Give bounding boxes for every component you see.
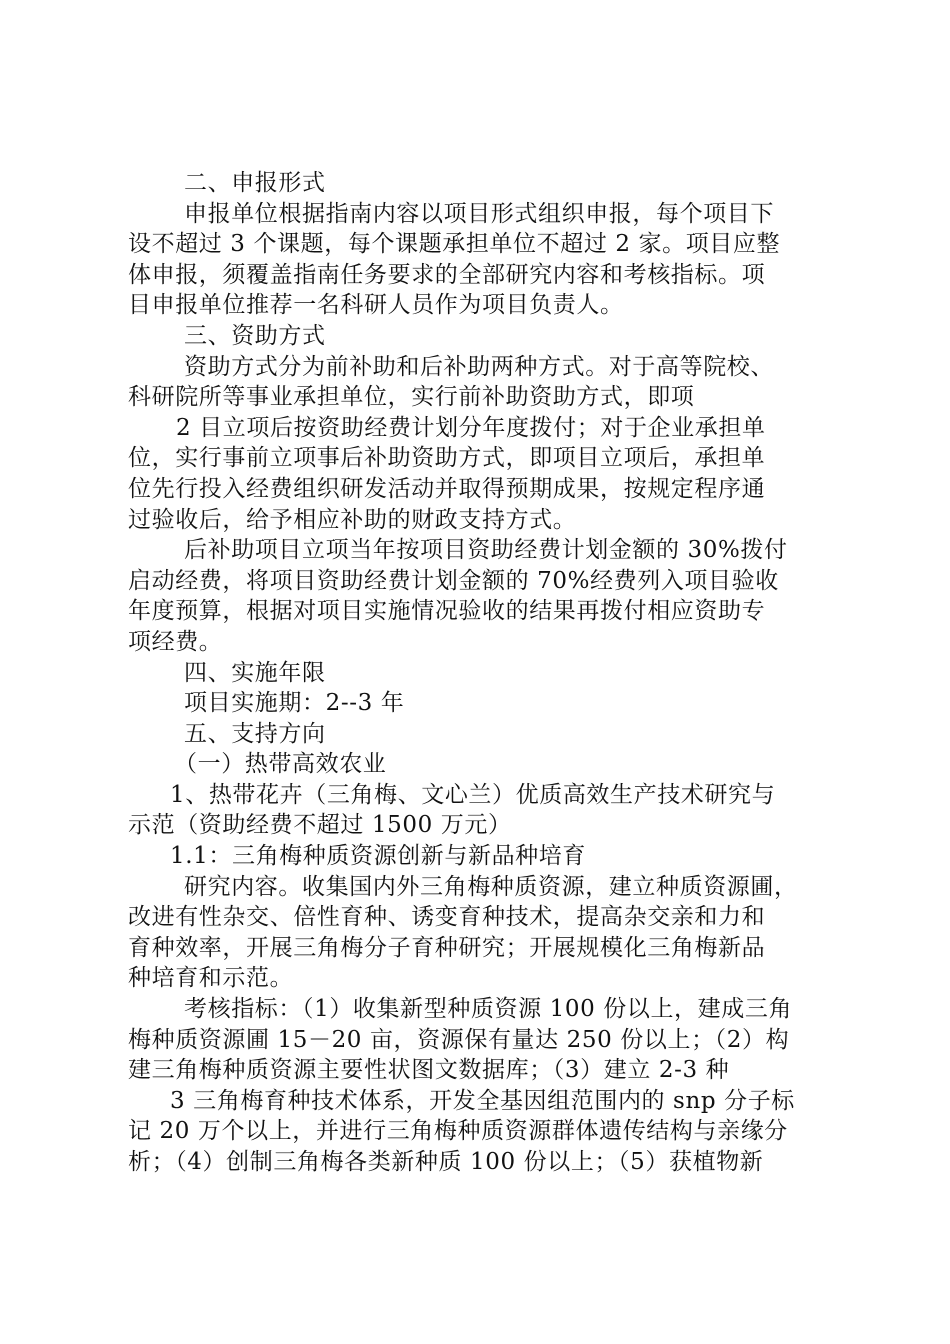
text-line: 设不超过 3 个课题，每个课题承担单位不超过 2 家。项目应整 xyxy=(128,231,781,258)
text-line: 建三角梅种质资源主要性状图文数据库；（3）建立 2-3 种 xyxy=(128,1057,730,1084)
text-line: 改进有性杂交、倍性育种、诱变育种技术，提高杂交亲和力和 xyxy=(128,904,766,931)
text-line: 考核指标：（1）收集新型种质资源 100 份以上，建成三角 xyxy=(184,996,793,1023)
text-line: 种培育和示范。 xyxy=(128,965,294,992)
text-line: 科研院所等事业承担单位，实行前补助资助方式，即项 xyxy=(128,384,695,411)
text-line: 记 20 万个以上，并进行三角梅种质资源群体遗传结构与亲缘分 xyxy=(128,1118,788,1145)
text-line: 体申报，须覆盖指南任务要求的全部研究内容和考核指标。项 xyxy=(128,261,766,288)
text-line: 析；（4）创制三角梅各类新种质 100 份以上；（5）获植物新 xyxy=(128,1149,764,1175)
text-line: 资助方式分为前补助和后补助两种方式。对于高等院校、 xyxy=(184,353,774,380)
text-line: 五、支持方向 xyxy=(184,720,326,747)
text-line: （一）热带高效农业 xyxy=(174,751,387,778)
text-line: 项目实施期：2--3 年 xyxy=(184,690,405,717)
text-line: 1.1：三角梅种质资源创新与新品种培育 xyxy=(170,843,586,870)
text-line: 后补助项目立项当年按项目资助经费计划金额的 30%拨付 xyxy=(184,537,788,564)
text-line: 启动经费，将项目资助经费计划金额的 70%经费列入项目验收 xyxy=(128,567,779,594)
text-line: 示范（资助经费不超过 1500 万元） xyxy=(128,812,512,839)
text-line: 目申报单位推荐一名科研人员作为项目负责人。 xyxy=(128,292,624,319)
text-line: 过验收后，给予相应补助的财政支持方式。 xyxy=(128,506,577,533)
text-line: 位，实行事前立项事后补助资助方式，即项目立项后，承担单 xyxy=(128,445,766,472)
text-line: 年度预算，根据对项目实施情况验收的结果再拨付相应资助专 xyxy=(128,598,766,625)
text-line: 育种效率，开展三角梅分子育种研究；开展规模化三角梅新品 xyxy=(128,934,766,961)
text-line: 四、实施年限 xyxy=(184,659,326,686)
text-line: 3 三角梅育种技术体系，开发全基因组范围内的 snp 分子标 xyxy=(170,1087,795,1114)
text-line: 梅种质资源圃 15－20 亩，资源保有量达 250 份以上；（2）构 xyxy=(128,1026,790,1053)
text-line: 申报单位根据指南内容以项目形式组织申报，每个项目下 xyxy=(184,200,774,227)
text-line: 位先行投入经费组织研发活动并取得预期成果，按规定程序通 xyxy=(128,475,766,502)
document-body xyxy=(128,168,840,1178)
text-line: 三、资助方式 xyxy=(184,322,326,349)
text-line: 1、热带花卉（三角梅、文心兰）优质高效生产技术研究与 xyxy=(170,781,776,808)
text-line: 项经费。 xyxy=(128,628,223,655)
text-line: 研究内容。收集国内外三角梅种质资源，建立种质资源圃， xyxy=(184,873,798,900)
text-line: 二、申报形式 xyxy=(184,170,326,196)
text-line: 2 目立项后按资助经费计划分年度拨付；对于企业承担单 xyxy=(176,414,766,441)
